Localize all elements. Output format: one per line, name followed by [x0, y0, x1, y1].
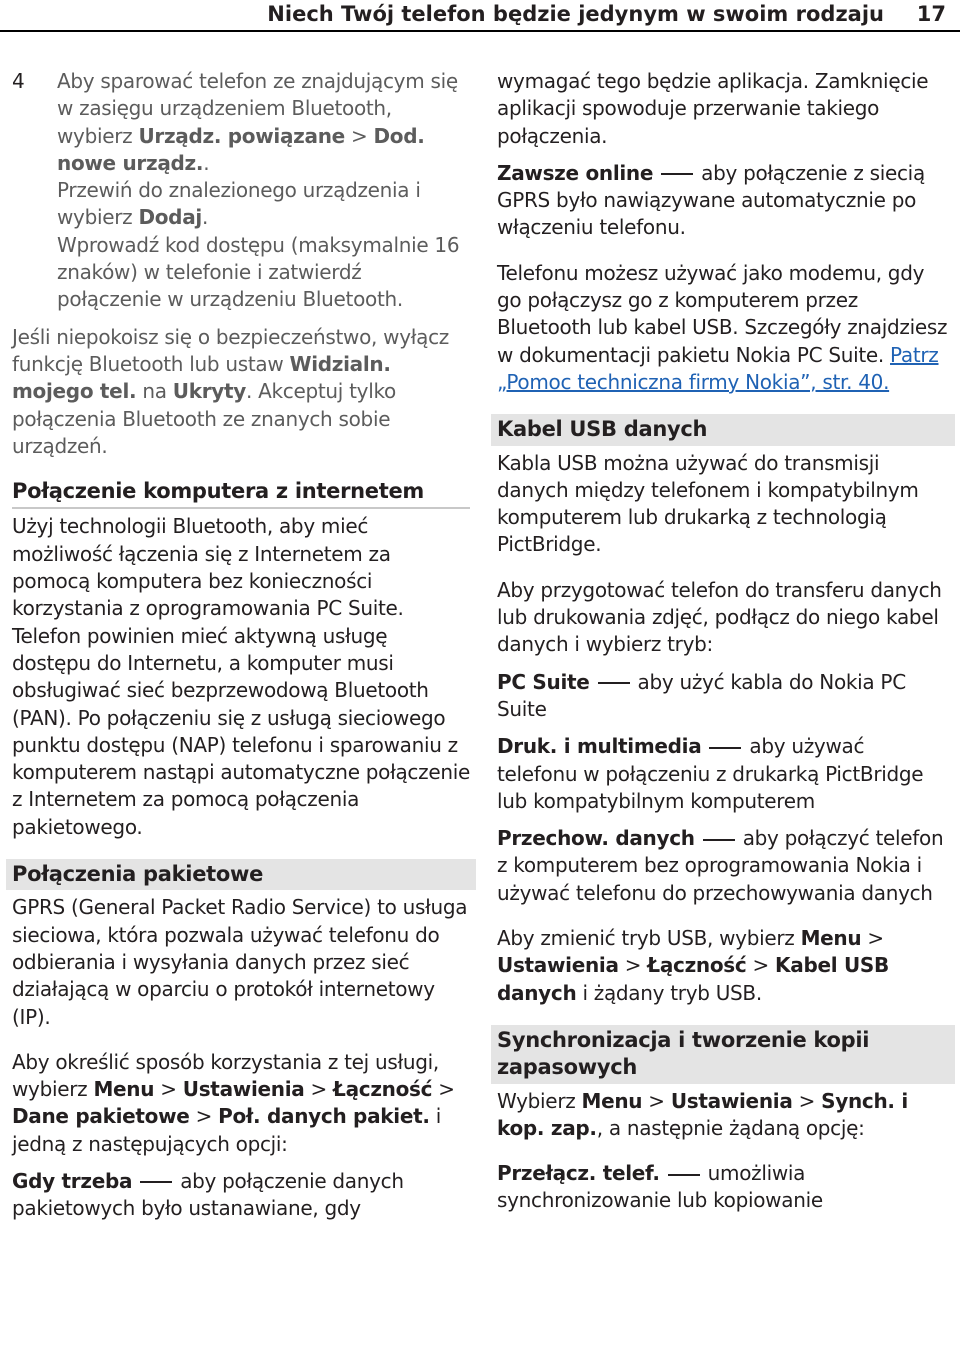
page-header — [0, 0, 960, 34]
pc-internet-body: Użyj technologii Bluetooth, aby mieć możliwość łączenia się z Internetem za pomocą komputera bez konieczności korzystania z oprogramowania PC Suite. Telefon powinien mieć aktywną usługę dostępu do Internetu, a komputer musi obsługiwać sieć bezprzewodową Bluetooth (PAN). Po połączeniu się z usługą sieciowego punktu dostępu (NAP) telefonu i sparowaniu z komputerem nastąpi automatyczne połączenie z Internetem za pomocą połączenia pakietowego. — [12, 514, 470, 839]
menu-option: Dane pakietowe — [12, 1104, 190, 1129]
step-number: 4 — [12, 69, 25, 93]
em-dash — [140, 1181, 172, 1183]
usb-mode-pc-suite: PC Suite aby użyć kabla do Nokia PC Suite — [497, 669, 906, 721]
header-rule — [0, 30, 960, 32]
option-label: Przechow. danych — [497, 826, 695, 851]
step-4 — [12, 68, 470, 314]
menu-option: Menu — [800, 926, 862, 951]
option-label: Gdy trzeba — [12, 1168, 133, 1193]
menu-option: Ustawienia — [182, 1077, 305, 1102]
section-heading-packet-data: Połączenia pakietowe — [6, 859, 476, 890]
section-heading-pc-internet: Połączenie komputera z internetem — [12, 478, 470, 509]
page-number: 17 — [916, 2, 946, 26]
option-label: Druk. i multimedia — [497, 734, 702, 759]
packet-data-settings: Aby określić sposób korzystania z tej usługi, wybierz Menu > Ustawienia > Łączność > Dane pakietowe > Poł. danych pakiet. i jedną z następujących opcji: — [12, 1049, 455, 1156]
sync-option-switch-phone: Przełącz. telef. umożliwia synchronizowanie lub kopiowanie — [497, 1161, 823, 1213]
chapter-title: Niech Twój telefon będzie jedynym w swoim rodzaju — [267, 2, 884, 26]
usb-mode-storage: Przechow. danych aby połączyć telefon z komputerem bez oprogramowania Nokia i używać telefonu do przechowywania danych — [497, 826, 944, 905]
usb-prepare: Aby przygotować telefon do transferu danych lub drukowania zdjęć, podłącz do niego kabel danych i wybierz tryb: — [497, 577, 942, 657]
menu-option: Poł. danych pakiet. — [218, 1104, 430, 1129]
menu-option: Widzialn. mojego tel. — [12, 351, 391, 404]
em-dash — [661, 173, 693, 175]
modem-note: Telefonu możesz używać jako modemu, gdy go połączysz go z komputerem przez Bluetooth lub kabel USB. Szczegóły znajdziesz w dokumentacji pakietu Nokia PC Suite. Patrz „Pomoc techniczna firmy Nokia”, str. 40. — [497, 260, 948, 394]
menu-option: Menu — [581, 1088, 643, 1113]
menu-option: Łączność — [647, 953, 747, 978]
menu-option: Menu — [93, 1077, 155, 1102]
menu-option: Urządz. powiązane — [138, 123, 345, 148]
option-when-needed: Gdy trzeba aby połączenie danych pakietowych było ustanawiane, gdy — [12, 1168, 404, 1221]
right-column — [497, 68, 949, 1215]
usb-body: Kabla USB można używać do transmisji danych między telefonem i kompatybilnym komputerem lub drukarką z technologią PictBridge. — [497, 450, 919, 557]
menu-option: Synch. i kop. zap. — [497, 1088, 908, 1140]
menu-option: Dodaj — [138, 205, 202, 230]
step-scroll-instruction: Przewiń do znalezionego urządzenia i wybierz Dodaj. — [57, 178, 421, 230]
security-note: Jeśli niepokoisz się o bezpieczeństwo, wyłącz funkcję Bluetooth lub ustaw Widzialn. mojego tel. na Ukryty. Akceptuj tylko połączenia Bluetooth ze znanych sobie urządzeń. — [12, 324, 449, 458]
em-dash — [703, 839, 735, 841]
option-label: Zawsze online — [497, 160, 654, 185]
menu-option: Dod. nowe urządz. — [57, 123, 425, 175]
usb-change-mode: Aby zmienić tryb USB, wybierz Menu > Ustawienia > Łączność > Kabel USB danych i żądany tryb USB. — [497, 926, 889, 1005]
option-label: PC Suite — [497, 669, 590, 694]
step-passcode-instruction: Wprowadź kod dostępu (maksymalnie 16 znaków) w telefonie i zatwierdź połączenie w urządzeniu Bluetooth. — [57, 232, 460, 312]
usb-mode-print-media: Druk. i multimedia aby używać telefonu w połączeniu z drukarką PictBridge lub kompatybilnym komputerem — [497, 734, 924, 813]
support-link[interactable]: Patrz „Pomoc techniczna firmy Nokia”, str. 40. — [497, 342, 939, 394]
menu-option: Ukryty — [172, 379, 247, 404]
menu-option: Łączność — [333, 1077, 433, 1102]
step-pair-instruction: Aby sparować telefon ze znajdującym się w zasięgu urządzeniem Bluetooth, wybierz Urządz. powiązane > Dod. nowe urządz.. — [57, 69, 458, 175]
option-label: Przełącz. telef. — [497, 1161, 660, 1186]
menu-option: Ustawienia — [497, 953, 619, 978]
option-always-online: Zawsze online aby połączenie z siecią GPRS było nawiązywane automatycznie po włączeniu telefonu. — [497, 160, 925, 240]
section-heading-sync: Synchronizacja i tworzenie kopii zapasowych — [491, 1025, 955, 1084]
left-column — [12, 68, 470, 1223]
em-dash — [709, 747, 741, 749]
menu-option: Kabel USB danych — [497, 953, 889, 1005]
em-dash — [598, 682, 630, 684]
packet-data-body: GPRS (General Packet Radio Service) to usługa sieciowa, która pozwala używać telefonu do odbierania i wysyłania danych przez sieć działającą w oparciu o protokół internetowy (IP). — [12, 895, 468, 1029]
section-heading-usb: Kabel USB danych — [491, 414, 955, 445]
sync-body: Wybierz Menu > Ustawienia > Synch. i kop. zap., a następnie żądaną opcję: — [497, 1088, 908, 1140]
menu-option: Ustawienia — [670, 1088, 793, 1113]
option-when-needed-continued: wymagać tego będzie aplikacja. Zamknięcie aplikacji spowoduje przerwanie takiego połączenia. — [497, 69, 929, 148]
em-dash — [668, 1174, 700, 1176]
